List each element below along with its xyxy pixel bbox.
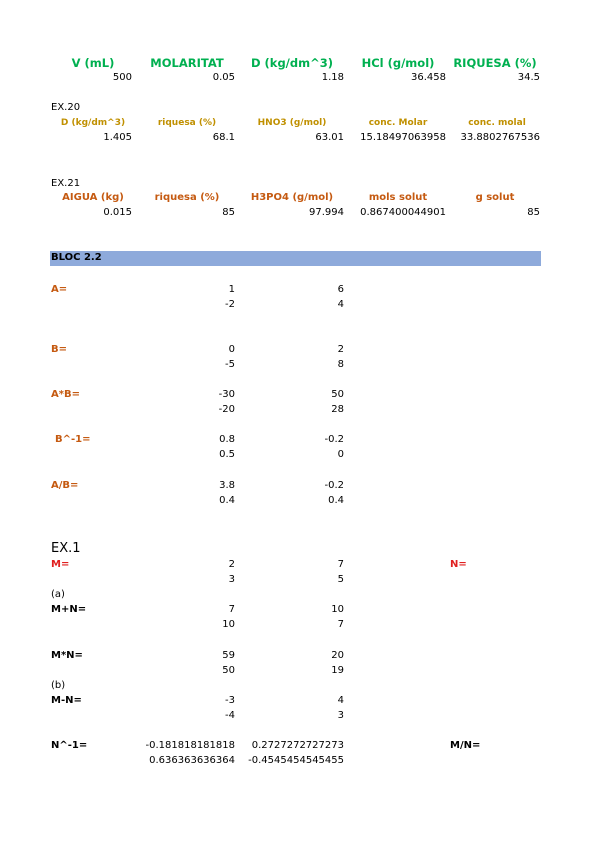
ex21-header-g-solut: g solut <box>475 192 515 203</box>
matrix-binv-r1c2: -0.2 <box>324 434 344 445</box>
ex21-value-mols: 0.867400044901 <box>360 207 446 218</box>
matrix-mdivn-label: M/N= <box>450 740 481 751</box>
matrix-m-r1c2: 7 <box>337 559 344 570</box>
matrix-adivb-r1c2: -0.2 <box>324 480 344 491</box>
ex21-header-mols: mols solut <box>368 192 428 203</box>
section-bar-bloc <box>50 251 541 266</box>
matrix-b-r2c2: 8 <box>337 359 344 370</box>
matrix-binv-r2c2: 0 <box>337 449 344 460</box>
matrix-ninv-label: N^-1= <box>51 740 88 751</box>
part-b-label: (b) <box>51 680 66 691</box>
matrix-b-r1c1: 0 <box>228 344 235 355</box>
header-hcl: HCl (g/mol) <box>361 56 435 70</box>
ex20-value-molar: 15.18497063958 <box>360 132 446 143</box>
header-molaritat: MOLARITAT <box>150 56 224 70</box>
value-hcl: 36.458 <box>411 72 446 83</box>
matrix-adivb-r1c1: 3.8 <box>219 480 235 491</box>
ex20-header-riquesa: riquesa (%) <box>157 118 217 128</box>
matrix-ninv-r2c2: -0.4545454545455 <box>248 755 344 766</box>
ex20-value-molal: 33.8802767536 <box>460 132 540 143</box>
matrix-binv-label: B^-1= <box>55 434 91 445</box>
matrix-m-r2c2: 5 <box>337 574 344 585</box>
matrix-ninv-r1c2: 0.2727272727273 <box>251 740 344 751</box>
matrix-mminusn-label: M-N= <box>51 695 82 706</box>
matrix-a-r2c2: 4 <box>337 299 344 310</box>
matrix-mminusn-r1c1: -3 <box>225 695 235 706</box>
matrix-ninv-r2c1: 0.636363636364 <box>149 755 235 766</box>
ex21-header-aigua: AIGUA (kg) <box>62 192 124 203</box>
value-density: 1.18 <box>321 72 344 83</box>
matrix-mminusn-r2c1: -4 <box>225 710 235 721</box>
value-riquesa: 34.5 <box>517 72 540 83</box>
matrix-adivb-r2c2: 0.4 <box>328 495 344 506</box>
ex21-value-riquesa: 85 <box>222 207 235 218</box>
matrix-a-label: A= <box>51 284 68 295</box>
matrix-mminusn-r1c2: 4 <box>337 695 344 706</box>
value-molaritat: 0.05 <box>212 72 235 83</box>
matrix-mtimesn-r2c1: 50 <box>222 665 235 676</box>
ex20-header-hno3: HNO3 (g/mol) <box>257 118 327 128</box>
matrix-mplusn-r2c2: 7 <box>337 619 344 630</box>
section-title-bloc: BLOC 2.2 <box>51 252 102 263</box>
ex1-title: EX.1 <box>51 541 81 556</box>
ex20-header-molar: conc. Molar <box>368 118 428 128</box>
ex20-header-molal: conc. molal <box>468 118 526 128</box>
matrix-adivb-label: A/B= <box>51 480 79 491</box>
ex21-value-h3po4: 97.994 <box>309 207 344 218</box>
matrix-ab-label: A*B= <box>51 389 80 400</box>
value-volume: 500 <box>112 72 132 83</box>
matrix-mtimesn-label: M*N= <box>51 650 83 661</box>
ex21-header-h3po4: H3PO4 (g/mol) <box>250 192 334 203</box>
ex21-title: EX.21 <box>51 178 81 189</box>
matrix-a-r1c2: 6 <box>337 284 344 295</box>
ex21-value-g-solut: 85 <box>527 207 540 218</box>
matrix-mtimesn-r1c2: 20 <box>331 650 344 661</box>
matrix-ab-r1c2: 50 <box>331 389 344 400</box>
ex20-title: EX.20 <box>51 102 81 113</box>
ex21-value-aigua: 0.015 <box>103 207 132 218</box>
header-riquesa: RIQUESA (%) <box>453 56 537 70</box>
matrix-mtimesn-r2c2: 19 <box>331 665 344 676</box>
ex20-value-density: 1.405 <box>103 132 132 143</box>
header-volume: V (mL) <box>71 56 115 70</box>
matrix-binv-r2c1: 0.5 <box>219 449 235 460</box>
matrix-ab-r2c1: -20 <box>218 404 235 415</box>
matrix-mminusn-r2c2: 3 <box>337 710 344 721</box>
matrix-a-r1c1: 1 <box>228 284 235 295</box>
ex20-value-riquesa: 68.1 <box>212 132 235 143</box>
matrix-mtimesn-r1c1: 59 <box>222 650 235 661</box>
matrix-b-r2c1: -5 <box>225 359 235 370</box>
matrix-adivb-r2c1: 0.4 <box>219 495 235 506</box>
ex20-value-hno3: 63.01 <box>315 132 344 143</box>
matrix-m-label: M= <box>51 559 70 570</box>
ex21-header-riquesa: riquesa (%) <box>154 192 220 203</box>
matrix-mplusn-r1c1: 7 <box>228 604 235 615</box>
matrix-n-label: N= <box>450 559 467 570</box>
matrix-m-r2c1: 3 <box>228 574 235 585</box>
matrix-b-r1c2: 2 <box>337 344 344 355</box>
matrix-mplusn-r2c1: 10 <box>222 619 235 630</box>
header-density: D (kg/dm^3) <box>251 56 333 70</box>
matrix-ab-r1c1: -30 <box>218 389 235 400</box>
matrix-mplusn-r1c2: 10 <box>331 604 344 615</box>
matrix-m-r1c1: 2 <box>228 559 235 570</box>
matrix-a-r2c1: -2 <box>225 299 235 310</box>
ex20-header-density: D (kg/dm^3) <box>60 118 126 128</box>
matrix-mplusn-label: M+N= <box>51 604 87 615</box>
matrix-ab-r2c2: 28 <box>331 404 344 415</box>
matrix-ninv-r1c1: -0.181818181818 <box>145 740 235 751</box>
matrix-b-label: B= <box>51 344 68 355</box>
matrix-binv-r1c1: 0.8 <box>219 434 235 445</box>
part-a-label: (a) <box>51 589 65 600</box>
